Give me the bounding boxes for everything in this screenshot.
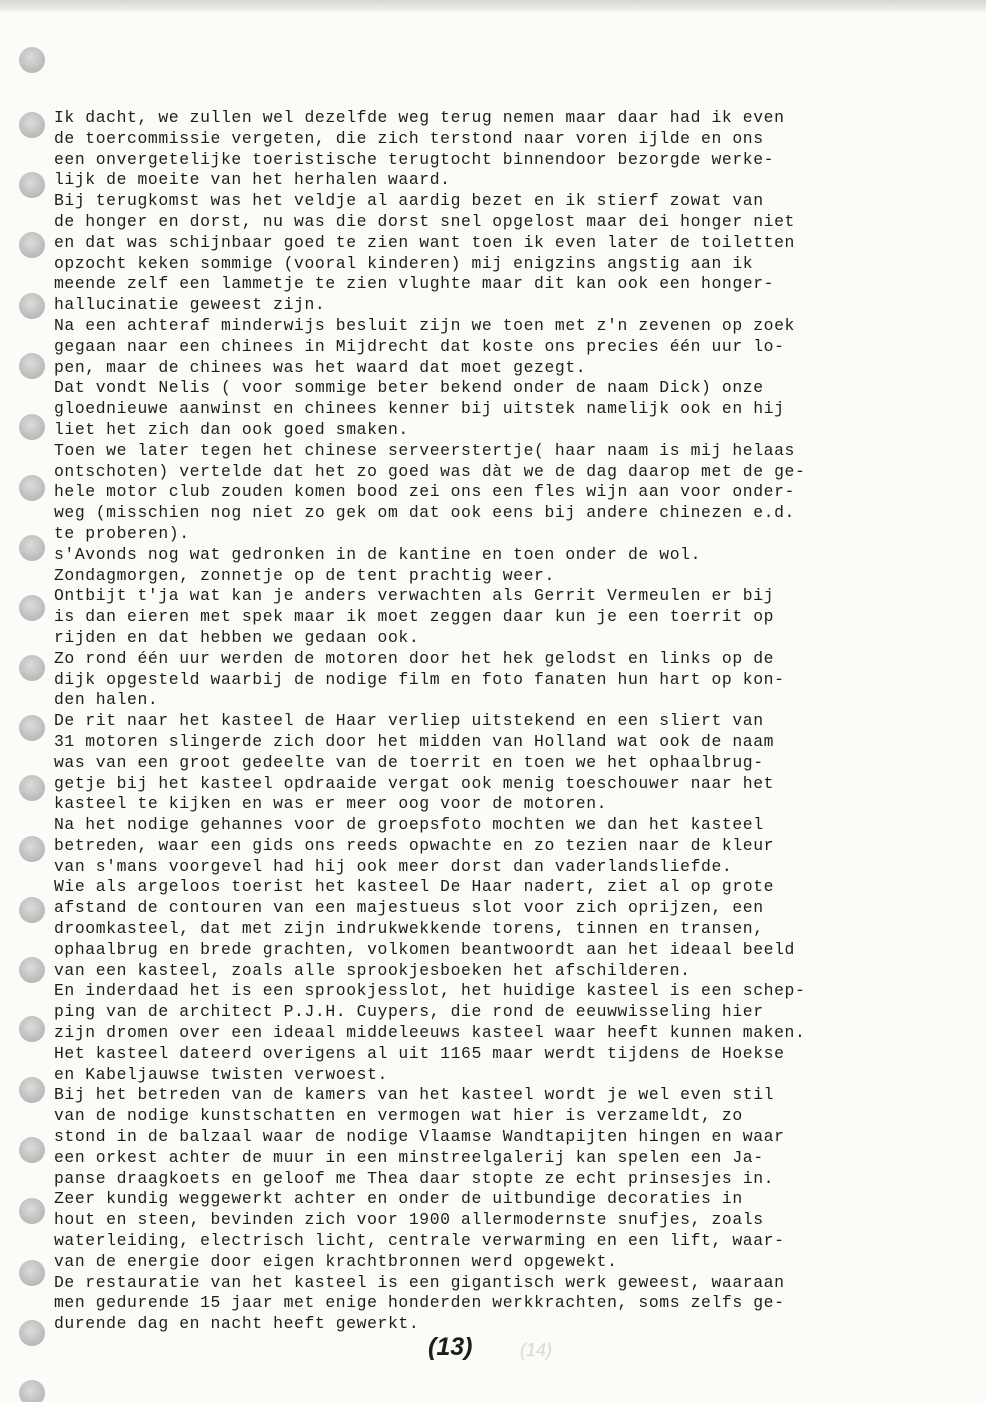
text-line: panse draagkoets en geloof me Thea daar stopte ze echt prinsesjes in. [54, 1168, 775, 1188]
text-line: De rit naar het kasteel de Haar verliep uitstekend en een sliert van [54, 711, 764, 731]
text-line: opzocht keken sommige (vooral kinderen) mij enigzins angstig aan ik [54, 253, 754, 273]
text-line: getje bij het kasteel opdraaide vergat ook menig toeschouwer naar het [54, 773, 775, 793]
body-text [54, 108, 969, 1335]
binder-hole [19, 595, 45, 621]
text-line: ping van de architect P.J.H. Cuypers, die rond de eeuwwisseling hier [54, 1002, 764, 1022]
text-line: Na een achteraf minderwijs besluit zijn we toen met z'n zevenen op zoek [54, 315, 795, 335]
page-number: (13) [428, 1333, 473, 1361]
binder-hole [19, 1380, 45, 1402]
binder-hole [19, 775, 45, 801]
binder-hole [19, 47, 45, 73]
binder-hole [19, 1260, 45, 1286]
text-line: meende zelf een lammetje te zien vlughte maar dit kan ook een honger- [54, 274, 775, 294]
text-line: waterleiding, electrisch licht, centrale verwarming en een lift, waar- [54, 1231, 785, 1251]
binder-hole [19, 836, 45, 862]
text-line: hele motor club zouden komen bood zei ons een fles wijn aan voor onder- [54, 482, 795, 502]
text-line: ontschoten) vertelde dat het zo goed was dàt we de dag daarop met de ge- [54, 461, 806, 481]
binder-hole [19, 1016, 45, 1042]
text-line: droomkasteel, dat met zijn indrukwekkende torens, tinnen en transen, [54, 919, 764, 939]
text-line: rijden en dat hebben we gedaan ook. [54, 627, 420, 647]
text-line: durende dag en nacht heeft gewerkt. [54, 1314, 420, 1334]
text-line: te proberen). [54, 523, 190, 543]
text-line: den halen. [54, 690, 159, 710]
binder-hole [19, 1198, 45, 1224]
binder-hole [19, 957, 45, 983]
text-line: hallucinatie geweest zijn. [54, 295, 326, 315]
text-line: De restauratie van het kasteel is een gigantisch werk geweest, waaraan [54, 1272, 785, 1292]
text-line: gegaan naar een chinees in Mijdrecht dat koste ons precies één uur lo- [54, 336, 785, 356]
binder-hole [19, 414, 45, 440]
text-line: zijn dromen over een ideaal middeleeuws kasteel waar heeft kunnen maken. [54, 1023, 806, 1043]
text-line: s'Avonds nog wat gedronken in de kantine en toen onder de wol. [54, 544, 702, 564]
text-line: de toercommissie vergeten, die zich terstond naar voren ijlde en ons [54, 128, 764, 148]
text-line: stond in de balzaal waar de nodige Vlaamse Wandtapijten hingen en waar [54, 1127, 785, 1147]
text-line: van de energie door eigen krachtbronnen werd opgewekt. [54, 1251, 618, 1271]
text-line: en dat was schijnbaar goed te zien want toen ik even later de toiletten [54, 232, 795, 252]
text-line: Bij het betreden van de kamers van het kasteel wordt je wel even stil [54, 1085, 775, 1105]
text-line: Het kasteel dateerd overigens al uit 1165 maar werdt tijdens de Hoekse [54, 1043, 785, 1063]
text-line: 31 motoren slingerde zich door het midden van Holland wat ook de naam [54, 731, 775, 751]
text-line: gloednieuwe aanwinst en chinees kenner bij uitstek namelijk ook en hij [54, 399, 785, 419]
text-line: Zeer kundig weggewerkt achter en onder de uitbundige decoraties in [54, 1189, 743, 1209]
text-line: Ontbijt t'ja wat kan je anders verwachten als Gerrit Vermeulen er bij [54, 586, 775, 606]
binder-hole [19, 353, 45, 379]
text-line: weg (misschien nog niet zo gek om dat ook eens bij andere chinezen e.d. [54, 503, 795, 523]
binder-hole [19, 715, 45, 741]
text-line: is dan eieren met spek maar ik moet zeggen daar kun je een toerrit op [54, 607, 775, 627]
text-line: Bij terugkomst was het veldje al aardig bezet en ik stierf zowat van [54, 191, 764, 211]
binder-hole [19, 232, 45, 258]
text-line: van de nodige kunstschatten en vermogen wat hier is verzameldt, zo [54, 1106, 743, 1126]
binder-hole [19, 293, 45, 319]
text-line: pen, maar de chinees was het waard dat moet gezegt. [54, 357, 587, 377]
page-top-edge [0, 0, 986, 12]
text-line: lijk de moeite van het herhalen waard. [54, 170, 451, 190]
text-line: hout en steen, bevinden zich voor 1900 allermodernste snufjes, zoals [54, 1210, 764, 1230]
text-line: ophaalbrug en brede grachten, volkomen beantwoordt aan het ideaal beeld [54, 939, 795, 959]
text-line: een onvergetelijke toeristische terugtocht binnendoor bezorgde werke- [54, 149, 775, 169]
text-line: Zondagmorgen, zonnetje op de tent prachtig weer. [54, 565, 555, 585]
text-line: men gedurende 15 jaar met enige honderden werkkrachten, soms zelfs ge- [54, 1293, 785, 1313]
binder-hole [19, 655, 45, 681]
binder-hole [19, 1137, 45, 1163]
text-line: een orkest achter de muur in een minstreelgalerij kan spelen een Ja- [54, 1147, 764, 1167]
text-line: kasteel te kijken en was er meer oog voor de motoren. [54, 794, 608, 814]
text-line: Ik dacht, we zullen wel dezelfde weg terug nemen maar daar had ik even [54, 108, 785, 127]
text-line: de honger en dorst, nu was die dorst snel opgelost maar dei honger niet [54, 211, 795, 231]
binder-hole [19, 112, 45, 138]
bleed-through-page-number: (14) [520, 1340, 553, 1360]
binder-hole [19, 535, 45, 561]
text-line: Zo rond één uur werden de motoren door het hek gelodst en links op de [54, 648, 775, 668]
binder-hole [19, 475, 45, 501]
text-line: En inderdaad het is een sprookjesslot, het huidige kasteel is een schep- [54, 981, 806, 1001]
text-line: dijk opgesteld waarbij de nodige film en foto fanaten hun hart op kon- [54, 669, 785, 689]
binder-hole [19, 1077, 45, 1103]
text-line: was van een groot gedeelte van de toerrit en toen we het ophaalbrug- [54, 752, 764, 772]
text-line: en Kabeljauwse twisten verwoest. [54, 1064, 388, 1084]
text-line: betreden, waar een gids ons reeds opwachte en zo tezien naar de kleur [54, 835, 775, 855]
text-line: van een kasteel, zoals alle sprookjesboeken het afschilderen. [54, 960, 691, 980]
binder-hole [19, 897, 45, 923]
text-line: Toen we later tegen het chinese serveerstertje( haar naam is mij helaas [54, 440, 795, 460]
text-line: Na het nodige gehannes voor de groepsfoto mochten we dan het kasteel [54, 815, 764, 835]
binder-hole [19, 172, 45, 198]
text-line: Wie als argeloos toerist het kasteel De Haar nadert, ziet al op grote [54, 877, 775, 897]
text-line: afstand de contouren van een majestueus slot voor zich oprijzen, een [54, 898, 764, 918]
binder-hole [19, 1320, 45, 1346]
text-line: van s'mans voorgevel had hij ook meer dorst dan vaderlandsliefde. [54, 856, 733, 876]
text-line: Dat vondt Nelis ( voor sommige beter bekend onder de naam Dick) onze [54, 378, 764, 398]
text-line: liet het zich dan ook goed smaken. [54, 419, 409, 439]
